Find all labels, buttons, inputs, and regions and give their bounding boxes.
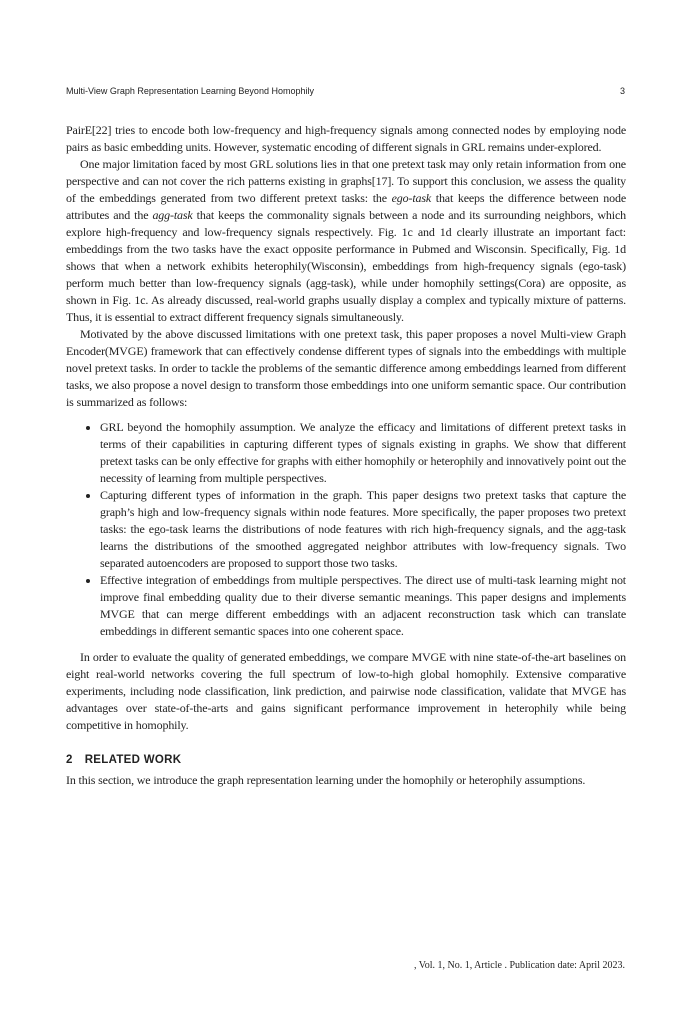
limitation-text-3: that keeps the commonality signals between a node and its surrounding neighbors, which explore high-frequency and low-frequency signals respectively. Fig. 1c and 1d clearly illustrate an important fact: embeddings from the two tasks have the exact opposite performance in Pubmed and Wisconsin. Specifically, Fig. 1d shows that when a network exhibits heterophily(Wisconsin), embeddings from high-frequency signals (ego-task) perform much better than low-frequency signals (agg-task), while under homophily settings(Cora) are opposite, as shown in Fig. 1c. As already discussed, real-world graphs usually display a complex and typically mixture of patterns. Thus, it is essential to extract different frequency signals simultaneously. xyxy=(66,208,626,324)
limitation-text-1: One major limitation faced by most GRL solutions lies in that one pretext task may only retain information from one perspective and can not cover the rich patterns existing in graphs[17]. To support this conclusion, we assess the quality of the embeddings generated from two different pretext tasks: the xyxy=(66,157,626,205)
limitation-paragraph xyxy=(66,156,626,326)
contribution-item: • Effective integration of embeddings from multiple perspectives. The direct use of multi-task learning might not improve final embedding quality due to their diverse semantic meanings. This paper designs and implements MVGE that can merge different embeddings with an adjacent reconstruction task which can translate embeddings in different semantic spaces into one coherent space. xyxy=(100,572,626,640)
contribution-item: • Capturing different types of information in the graph. This paper designs two pretext tasks that capture the graph’s high and low-frequency signals within node features. More specifically, the paper proposes two pretext tasks: the ego-task learns the distributions of node features with rich high-frequency signals, and the agg-task learns the distributions of the smoothed aggregated neighbor attributes with low-frequency signals. Two separated autoencoders are proposed to support those two tasks. xyxy=(100,487,626,572)
section-number: 2 xyxy=(66,754,73,766)
page-number: 3 xyxy=(619,86,625,96)
page-footer: , Vol. 1, No. 1, Article . Publication date: April 2023. xyxy=(413,960,625,971)
section-intro-paragraph: In this section, we introduce the graph representation learning under the homophily or heterophily assumptions. xyxy=(66,773,586,787)
ego-task-term: ego-task xyxy=(391,191,432,205)
evaluation-paragraph: In order to evaluate the quality of generated embeddings, we compare MVGE with nine state-of-the-art baselines on eight real-world networks covering the full spectrum of low-to-high global homophily. Extensive comparative experiments, including node classification, link prediction, and pairwise node classification, validate that MVGE has advantages over state-of-the-arts and gains significant performance improvement in heterophily while being competitive in homophily. xyxy=(66,650,626,732)
intro-paragraph: PairE[22] tries to encode both low-frequency and high-frequency signals among connected nodes by employing node pairs as basic embedding units. However, systematic encoding of different signals in GRL remains under-explored. xyxy=(66,123,626,154)
contribution-item: • GRL beyond the homophily assumption. We analyze the efficacy and limitations of different pretext tasks in terms of their capabilities in capturing different types of signals existing in graphs. We show that different pretext tasks can be only effective for graphs with either homophily or heterophily and innovatively point out the necessity of learning from multiple perspectives. xyxy=(100,419,626,487)
limitation-text-2: that keeps the difference between node attributes and the xyxy=(66,191,626,222)
section-title: RELATED WORK xyxy=(84,754,182,766)
contribution-list xyxy=(66,419,626,640)
main-text xyxy=(66,122,626,789)
section-heading xyxy=(66,752,626,769)
agg-task-term: agg-task xyxy=(152,208,193,222)
running-title: Multi-View Graph Representation Learning Beyond Homophily xyxy=(66,86,314,96)
running-header xyxy=(66,86,625,96)
motivation-paragraph: Motivated by the above discussed limitations with one pretext task, this paper proposes a novel Multi-view Graph Encoder(MVGE) framework that can effectively condense different types of signals into the embeddings with multiple novel pretext tasks. In order to tackle the problems of the semantic difference among embeddings learned from different tasks, we also propose a novel design to transform those embeddings into one uniform semantic space. Our contribution is summarized as follows: xyxy=(66,327,626,409)
